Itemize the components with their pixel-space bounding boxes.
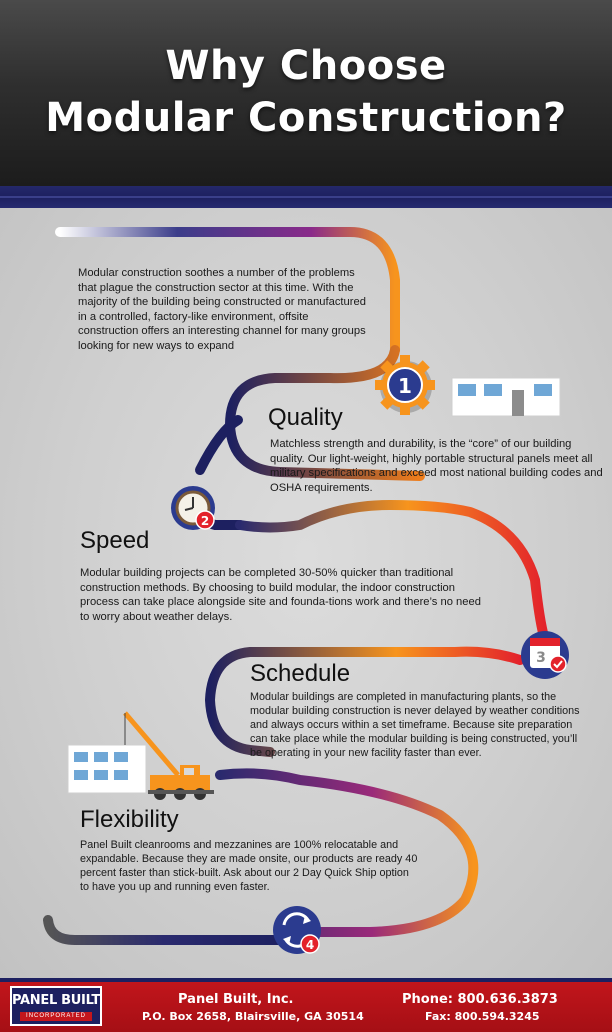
flexibility-heading: Flexibility: [80, 806, 179, 833]
badge-2-clock: [171, 486, 215, 530]
badge-4-refresh: [273, 906, 321, 954]
schedule-text: Modular buildings are completed in manufacturing plants, so the modular building construction is never delayed by weather conditions and always occurs within a set timeframe. Because site preparation can take place while the modular building is being constructed, you’ll be operating in your new facility faster than ever.: [250, 691, 580, 759]
quality-heading: Quality: [268, 404, 343, 431]
badge-3-calendar: [521, 631, 569, 679]
badge-4-number: 4: [305, 938, 315, 952]
title-line-2: Modular Construction?: [45, 95, 567, 141]
panel-built-logo: [10, 986, 102, 1026]
intro-text: Modular construction soothes a number of the problems that plague the construction sector at this time. With the majority of the building being constructed or manufactured in a controlled, factory-like environment, offsite construction offers an interesting channel for many groups looking for new ways to expand: [78, 267, 366, 352]
badge-3-number: 3: [536, 650, 546, 666]
badge-1-number: 1: [398, 374, 412, 398]
logo-wordmark: PANEL BUILT: [12, 993, 100, 1008]
schedule-heading: Schedule: [250, 660, 351, 687]
title-line-1: Why Choose: [165, 43, 447, 89]
speed-heading: Speed: [80, 527, 150, 554]
footer: [0, 978, 612, 1032]
building-2-icon: [68, 745, 146, 793]
footer-address: P.O. Box 2658, Blairsville, GA 30514: [142, 1010, 364, 1023]
footer-fax: Fax: 800.594.3245: [425, 1010, 540, 1023]
flexibility-text: Panel Built cleanrooms and mezzanines are 100% relocatable and expandable. Because they are made onsite, our products are ready 40 percent faster than stick-built. Ask about our 2 Day Quick Ship option to have you up and running even faster.: [80, 839, 418, 893]
badge-1-gear: [375, 355, 435, 415]
speed-text: Modular building projects can be completed 30-50% quicker than traditional construction methods. By choosing to build modular, the indoor construction process can take place alongside site and founda-tions work and there’s no need to worry about weather delays.: [80, 567, 481, 623]
quality-text: Matchless strength and durability, is the “core” of our building quality. Our light-weight, highly portable structural panels meet all military specifications and exceed most national building codes and OSHA requirements.: [270, 438, 603, 494]
road-bottom: [48, 920, 280, 940]
badge-2-number: 2: [200, 514, 210, 528]
building-1-icon: [452, 378, 560, 416]
footer-company: Panel Built, Inc.: [178, 992, 294, 1007]
footer-phone: Phone: 800.636.3873: [402, 992, 558, 1007]
logo-subtitle: INCORPORATED: [20, 1012, 92, 1021]
footer-top-line: [0, 978, 612, 982]
